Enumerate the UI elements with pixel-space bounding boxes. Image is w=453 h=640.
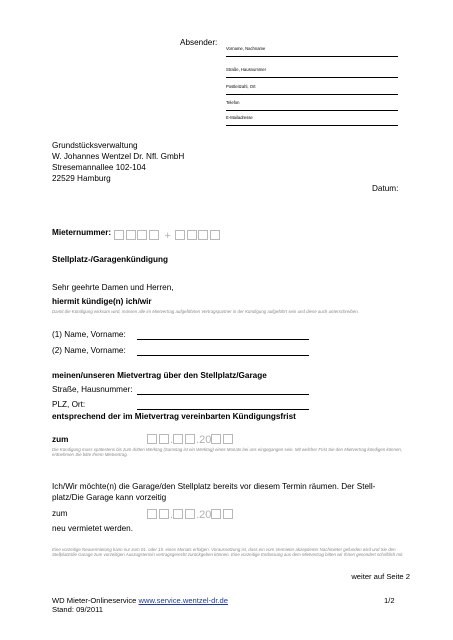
early-hint: Eine vorzeitige Neuvermietung kann nur zum 01. oder 15. eines Monats erfolgen. Voraussetzung ist, dass ein vom Vermieter akzeptierter Nachmieter gefunden wird und Sie den Stellplatz/die Garage zum vorzeitigen Auszugstermin vertragsgerecht zurückgeben können. Eine vorzeitige Entlassung aus dem Mietvertrag bitten wir Ihnen gesondert schriftlich mit. <box>52 547 404 558</box>
greeting: Sehr geehrte Damen und Herren, <box>52 283 174 292</box>
digit-box[interactable] <box>175 230 185 240</box>
date-label: Datum: <box>372 184 399 193</box>
tenant-number-label: Mieternummer: <box>52 228 112 237</box>
recipient-line: 22529 Hamburg <box>52 174 111 183</box>
sender-field[interactable] <box>226 82 398 96</box>
sender-field[interactable] <box>226 44 398 58</box>
footer-page-number: 1/2 <box>384 596 395 605</box>
date-century: 20 <box>199 509 212 521</box>
tenant-number-plus: + <box>164 230 171 242</box>
sender-field-label: Telefon <box>226 100 240 105</box>
name-1-field[interactable] <box>137 339 309 340</box>
recipient-line: W. Johannes Wentzel Dr. Nfl. GmbH <box>52 152 185 161</box>
digit-box[interactable] <box>147 434 157 444</box>
sender-field[interactable] <box>226 113 398 127</box>
date-separator: . <box>196 509 200 521</box>
early-vacate-text: Ich/Wir möchte(n) die Garage/den Stellplatz bereits vor diesem Termin räumen. Der Stell-platz/Die Garage kann vorzeitig <box>52 482 376 502</box>
name-2-field[interactable] <box>137 355 309 356</box>
footer-service <box>52 596 228 605</box>
tenant-number-field[interactable] <box>114 226 221 244</box>
digit-box[interactable] <box>211 434 221 444</box>
sender-field-line <box>226 77 398 78</box>
digit-box[interactable] <box>149 230 159 240</box>
sender-field[interactable] <box>226 98 398 112</box>
recipient-address <box>52 140 184 184</box>
digit-box[interactable] <box>173 434 183 444</box>
digit-box[interactable] <box>223 434 233 444</box>
sender-label: Absender: <box>180 38 218 47</box>
street-field[interactable] <box>137 394 309 395</box>
digit-box[interactable] <box>223 509 233 519</box>
notice-line: hiermit kündige(n) ich/wir <box>52 297 152 306</box>
name-2-label: (2) Name, Vorname: <box>52 346 126 355</box>
date-separator: . <box>196 434 200 446</box>
digit-box[interactable] <box>185 434 195 444</box>
digit-box[interactable] <box>210 230 220 240</box>
sender-field-line <box>226 94 398 95</box>
continue-note: weiter auf Seite 2 <box>351 572 410 581</box>
early-zum-label: zum <box>52 509 68 518</box>
recipient-line: Stresemannallee 102-104 <box>52 163 146 172</box>
city-field[interactable] <box>137 409 309 410</box>
digit-box[interactable] <box>211 509 221 519</box>
sender-field-label: Vorname, Nachname <box>226 46 266 51</box>
deadline-date-field[interactable] <box>147 430 234 448</box>
contract-heading: meinen/unseren Mietvertrag über den Stellplatz/Garage <box>52 371 267 380</box>
sender-field-line <box>226 110 398 111</box>
street-label: Straße, Hausnummer: <box>52 385 133 394</box>
footer-url-link[interactable]: www.service.wentzel-dr.de <box>138 596 229 605</box>
date-separator: . <box>170 509 174 521</box>
date-century: 20 <box>199 434 212 446</box>
city-label: PLZ, Ort: <box>52 400 86 409</box>
digit-box[interactable] <box>187 230 197 240</box>
digit-box[interactable] <box>147 509 157 519</box>
sender-field-label: E-Mailadresse <box>226 115 253 120</box>
rented-again-text: neu vermietet werden. <box>52 524 134 533</box>
date-separator: . <box>170 434 174 446</box>
early-date-field[interactable] <box>147 505 234 523</box>
sender-field-label: Straße, Hausnummer <box>226 67 267 72</box>
deadline-hint: Die Kündigung muss spätestens bis zum dritten Werktag (Samstag ist ein Werktag) eines Monats bei uns eingegangen sein. Mit welcher Frist Sie den Mietvertrag kündigen können, entnehmen Sie bitte Ihrem Mietvertrag. <box>52 447 403 458</box>
sender-field[interactable] <box>226 65 398 79</box>
sender-field-line <box>226 125 398 126</box>
digit-box[interactable] <box>185 509 195 519</box>
deadline-zum-label: zum <box>52 435 69 444</box>
notice-hint: Damit die Kündigung wirksam wird, müssen alle im Mietvertrag aufgeführten Vertragspartner in der Kündigung aufgeführt sein und diese auch unterschreiben. <box>52 309 359 314</box>
digit-box[interactable] <box>159 434 169 444</box>
digit-box[interactable] <box>159 509 169 519</box>
recipient-line: Grundstücksverwaltung <box>52 141 138 150</box>
digit-box[interactable] <box>173 509 183 519</box>
digit-box[interactable] <box>126 230 136 240</box>
footer-status: Stand: 09/2011 <box>52 605 103 614</box>
digit-box[interactable] <box>137 230 147 240</box>
digit-box[interactable] <box>198 230 208 240</box>
deadline-heading: entsprechend der im Mietvertrag vereinbarten Kündigungsfrist <box>52 412 296 421</box>
sender-field-line <box>226 56 398 57</box>
name-1-label: (1) Name, Vorname: <box>52 330 126 339</box>
footer-service-name: WD Mieter-Onlineservice <box>52 596 137 605</box>
digit-box[interactable] <box>114 230 124 240</box>
sender-field-label: Postleitzahl, Ort <box>226 84 256 89</box>
subject-heading: Stellplatz-/Garagenkündigung <box>52 255 168 264</box>
